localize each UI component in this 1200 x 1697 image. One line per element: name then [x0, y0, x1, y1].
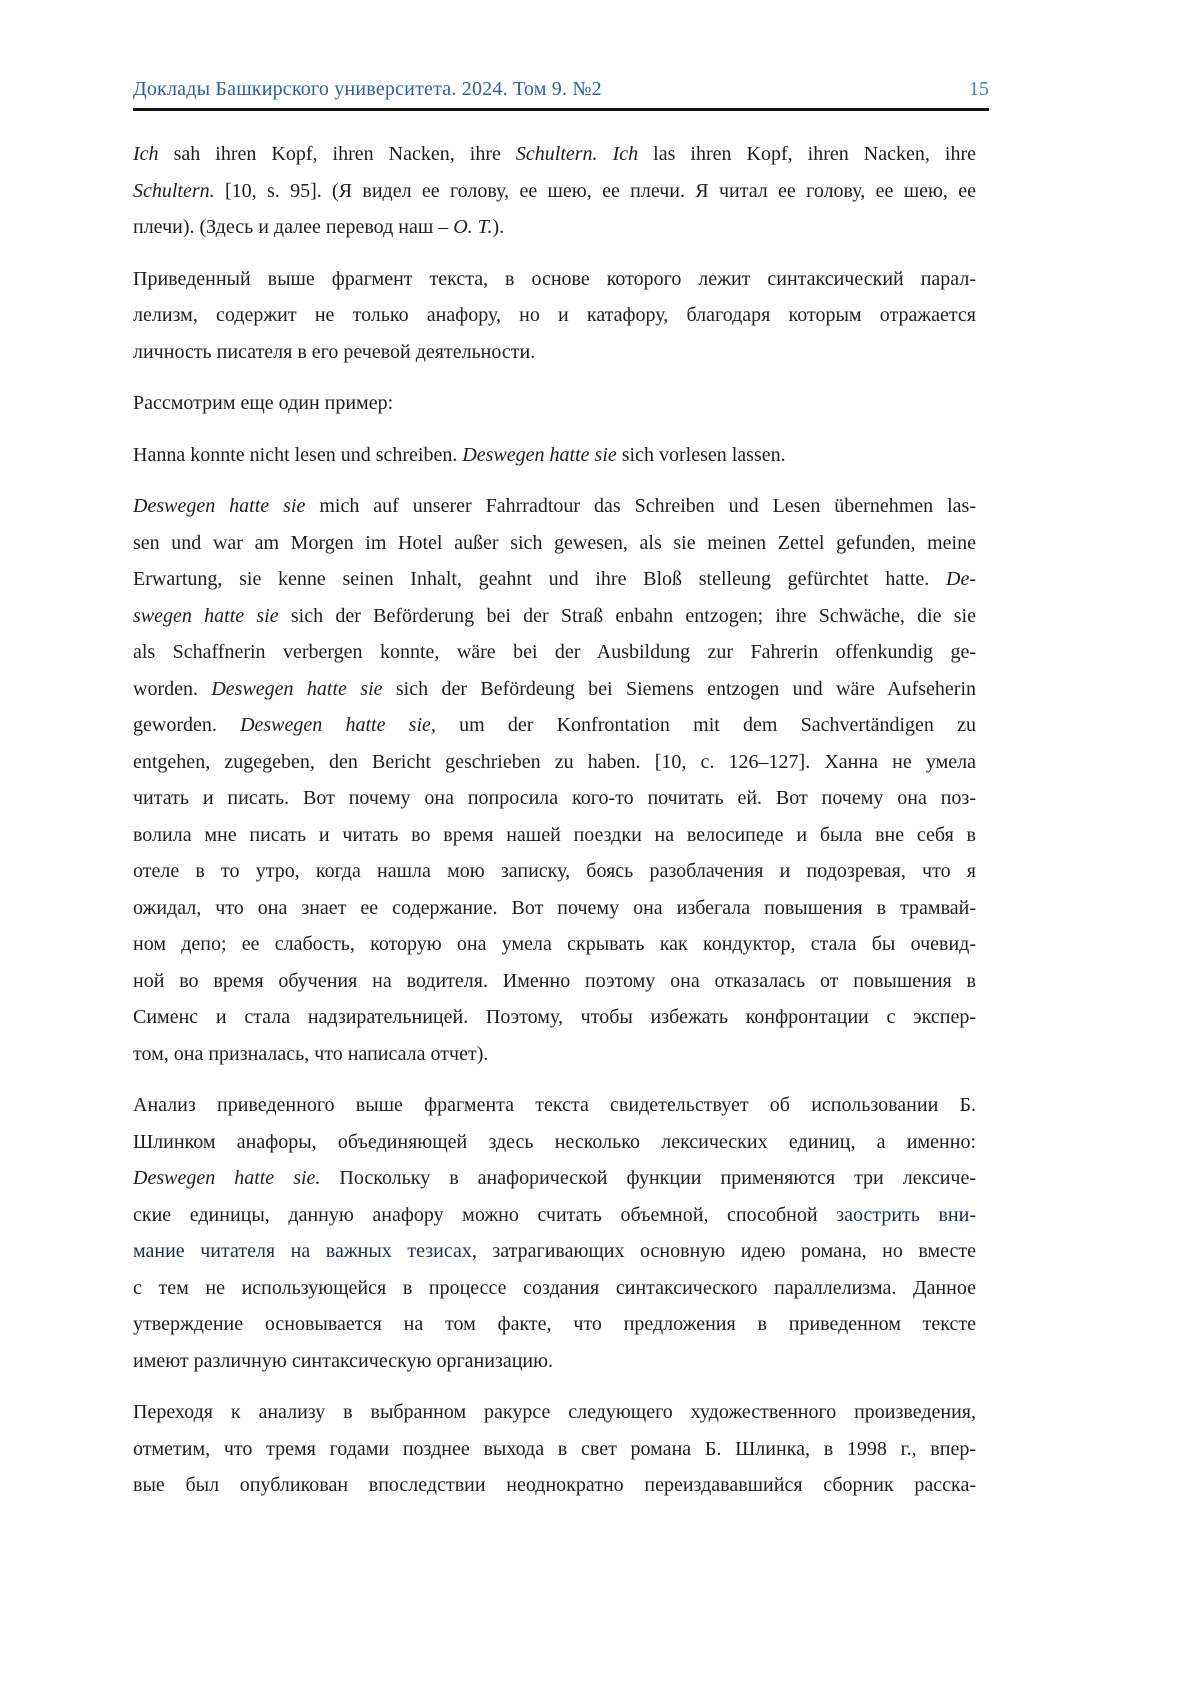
text-run: [10, s. 95]. (Я видел ее голову, ее шею, ее плечи. Я читал ее голову, ее шею, ее — [214, 179, 976, 202]
text-line — [133, 1036, 976, 1073]
italic-text: Ich — [133, 143, 159, 165]
text-line — [133, 744, 976, 781]
article-body — [133, 136, 976, 1504]
text-line — [133, 1197, 976, 1234]
text-run: sich vorlesen lassen. — [616, 443, 786, 466]
text-run: читать и писать. Вот почему она попросила кого-то почитать ей. Вот почему она поз- — [133, 787, 976, 809]
italic-text: Schultern. — [133, 179, 215, 202]
text-line — [133, 437, 976, 474]
text-run: Шлинком анафоры, объединяющей здесь несколько лексических единиц, а именно: — [133, 1130, 976, 1153]
text-line — [133, 1270, 976, 1307]
journal-title: Доклады Башкирского университета. 2024. Том 9. №2 — [133, 78, 602, 100]
text-run: sah ihren Kopf, ihren Nacken, ihre — [158, 143, 516, 165]
text-line — [133, 1431, 976, 1468]
text-line — [133, 999, 976, 1036]
text-run: sich der Beförderung bei der Straß enbahn entzogen; ihre Schwäche, die sie — [278, 604, 976, 627]
text-line — [133, 525, 976, 562]
text-line — [133, 817, 976, 854]
text-line — [133, 707, 976, 744]
text-line — [133, 1124, 976, 1161]
text-run: las ihren Kopf, ihren Nacken, ihre — [638, 143, 977, 165]
text-run: sich der Befördeung bei Siemens entzogen und wäre Aufseherin — [382, 677, 977, 700]
text-run: Переходя к анализу в выбранном ракурсе следующего художественного произведения, — [133, 1401, 976, 1423]
header-divider — [133, 108, 989, 111]
text-run: отеле в то утро, когда нашла мою записку, боясь разоблачения и подозревая, что я — [133, 860, 976, 882]
text-run: Erwartung, sie kenne seinen Inhalt, geahnt und ihre Bloß stelleung gefürchtet hatte. — [133, 568, 947, 590]
italic-text: Deswegen hatte sie, — [240, 714, 436, 736]
text-run: утверждение основывается на том факте, что предложения в приведенном тексте — [133, 1313, 976, 1335]
italic-text: О. Т. — [453, 216, 493, 238]
text-line — [133, 598, 976, 635]
text-line — [133, 890, 976, 927]
text-line — [133, 1087, 976, 1124]
running-header — [133, 78, 989, 101]
text-run: mich auf unserer Fahrradtour das Schreiben und Lesen übernehmen las- — [305, 495, 976, 517]
italic-text: Deswegen hatte sie — [462, 443, 617, 466]
italic-text: Schultern. Ich — [515, 143, 639, 165]
text-line — [133, 209, 976, 246]
text-line — [133, 926, 976, 963]
text-line — [133, 561, 976, 598]
text-run: личность писателя в его речевой деятельности. — [133, 340, 536, 363]
text-line — [133, 1394, 976, 1431]
paragraph-quote-2 — [133, 488, 976, 1072]
text-line — [133, 780, 976, 817]
text-line — [133, 488, 976, 525]
italic-text: De- — [946, 568, 976, 590]
text-line — [133, 261, 976, 298]
text-run: вые был опубликован впоследствии неоднократно переиздававшийся сборник расска- — [133, 1474, 976, 1496]
paragraph-analysis — [133, 1087, 976, 1379]
text-line — [133, 136, 976, 173]
text-run: ские единицы, данную анафору можно считать объемной, способной — [133, 1203, 837, 1226]
text-run: волила мне писать и читать во время нашей поездки на велосипеде и была вне себя в — [133, 823, 976, 846]
text-line — [133, 1160, 976, 1197]
text-line — [133, 963, 976, 1000]
text-run: имеют различную синтаксическую организацию. — [133, 1349, 554, 1372]
text-run: отметим, что тремя годами позднее выхода в свет романа Б. Шлинка, в 1998 г., впер- — [133, 1437, 976, 1460]
text-run: Сименс и стала надзирательницей. Поэтому, чтобы избежать конфронтации с экспер- — [133, 1006, 976, 1028]
paragraph-commentary-1 — [133, 261, 976, 371]
text-run: плечи). (Здесь и далее перевод наш – — [133, 216, 454, 238]
text-line — [133, 173, 976, 210]
text-run: Hanna konnte nicht lesen und schreiben. — [133, 443, 463, 466]
text-line — [133, 1467, 976, 1504]
text-run: sen und war am Morgen im Hotel außer sich gewesen, als sie meinen Zettel gefunden, meine — [133, 531, 976, 554]
highlighted-text: заострить вни- — [836, 1203, 976, 1226]
text-run: Анализ приведенного выше фрагмента текста свидетельствует об использовании Б. — [133, 1094, 976, 1116]
page-number: 15 — [969, 78, 989, 100]
text-run: том, она призналась, что написала отчет). — [133, 1042, 489, 1065]
text-line — [133, 297, 976, 334]
text-run: лелизм, содержит не только анафору, но и катафору, благодаря которым отражается — [133, 304, 976, 326]
text-run: ). — [492, 216, 505, 238]
text-line — [133, 634, 976, 671]
paragraph-lead-in — [133, 385, 976, 422]
paragraph-quote-1 — [133, 136, 976, 246]
text-run: um der Konfrontation mit dem Sachvertändigen zu — [435, 714, 977, 736]
text-run: с тем не использующейся в процессе создания синтаксического параллелизма. Данное — [133, 1276, 976, 1299]
text-run: worden. — [133, 677, 212, 700]
highlighted-text: мание читателя на важных тезисах — [133, 1240, 472, 1262]
text-line — [133, 1343, 976, 1380]
italic-text: Deswegen hatte sie — [133, 495, 306, 517]
text-line — [133, 385, 976, 422]
italic-text: swegen hatte sie — [133, 604, 279, 627]
text-run: als Schaffnerin verbergen konnte, wäre bei der Ausbildung zur Fahrerin offenkundig ge- — [133, 641, 976, 663]
text-line — [133, 334, 976, 371]
paragraph-transition — [133, 1394, 976, 1504]
italic-text: Deswegen hatte sie. — [133, 1167, 321, 1189]
text-line — [133, 853, 976, 890]
text-run: Рассмотрим еще один пример: — [133, 392, 394, 414]
text-run: ной во время обучения на водителя. Именно поэтому она отказалась от повышения в — [133, 969, 976, 992]
text-run: ожидал, что она знает ее содержание. Вот почему она избегала повышения в трамвай- — [133, 896, 976, 919]
text-run: entgehen, zugegeben, den Bericht geschrieben zu haben. [10, с. 126–127]. Ханна не умела — [133, 750, 976, 773]
italic-text: Deswegen hatte sie — [211, 677, 383, 700]
text-run: geworden. — [133, 714, 241, 736]
text-run: Приведенный выше фрагмент текста, в основе которого лежит синтаксический парал- — [133, 267, 976, 290]
text-run: , затрагивающих основную идею романа, но вместе — [471, 1240, 977, 1262]
text-line — [133, 1233, 976, 1270]
text-line — [133, 1306, 976, 1343]
text-line — [133, 671, 976, 708]
text-run: ном депо; ее слабость, которую она умела скрывать как кондуктор, стала бы очевид- — [133, 933, 976, 955]
text-run: Поскольку в анафорической функции применяются три лексиче- — [320, 1167, 977, 1189]
paragraph-quote-hanna — [133, 437, 976, 474]
